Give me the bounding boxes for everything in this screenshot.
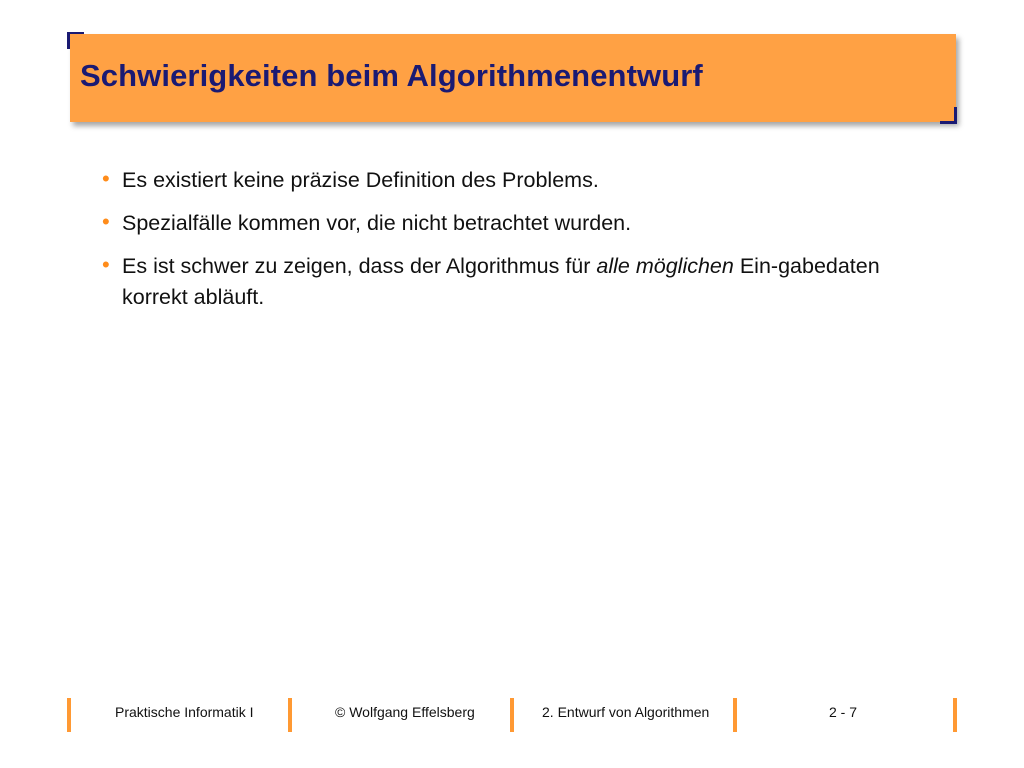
bullet-item-3: [100, 251, 920, 313]
footer-divider: [953, 698, 957, 732]
bullet-text-emphasis: alle möglichen: [596, 254, 734, 278]
footer-divider: [288, 698, 292, 732]
footer-course: Praktische Informatik I: [115, 704, 254, 720]
bullet-dot-icon: •: [102, 252, 110, 277]
footer-divider: [510, 698, 514, 732]
bullet-text-after: Ein-gabedaten korrekt abläuft.: [122, 254, 880, 309]
footer-divider: [733, 698, 737, 732]
footer-chapter: 2. Entwurf von Algorithmen: [542, 704, 710, 720]
bullet-text: Es existiert keine präzise Definition des Problems.: [122, 168, 599, 192]
footer-page-number: 2 - 7: [829, 704, 858, 720]
slide-title: Schwierigkeiten beim Algorithmenentwurf: [80, 58, 703, 93]
bullet-item-2: [100, 208, 920, 239]
bullet-text-before: Es ist schwer zu zeigen, dass der Algorithmus für: [122, 254, 597, 278]
bullet-dot-icon: •: [102, 166, 110, 191]
bullet-list: [100, 165, 920, 325]
bullet-text: Spezialfälle kommen vor, die nicht betrachtet wurden.: [122, 211, 632, 235]
bullet-dot-icon: •: [102, 209, 110, 234]
title-banner: [70, 34, 956, 122]
bullet-item-1: [100, 165, 920, 196]
footer: [0, 696, 1024, 736]
title-corner-bracket-bottom-right: [940, 107, 957, 124]
footer-author: © Wolfgang Effelsberg: [335, 704, 475, 720]
footer-divider: [67, 698, 71, 732]
